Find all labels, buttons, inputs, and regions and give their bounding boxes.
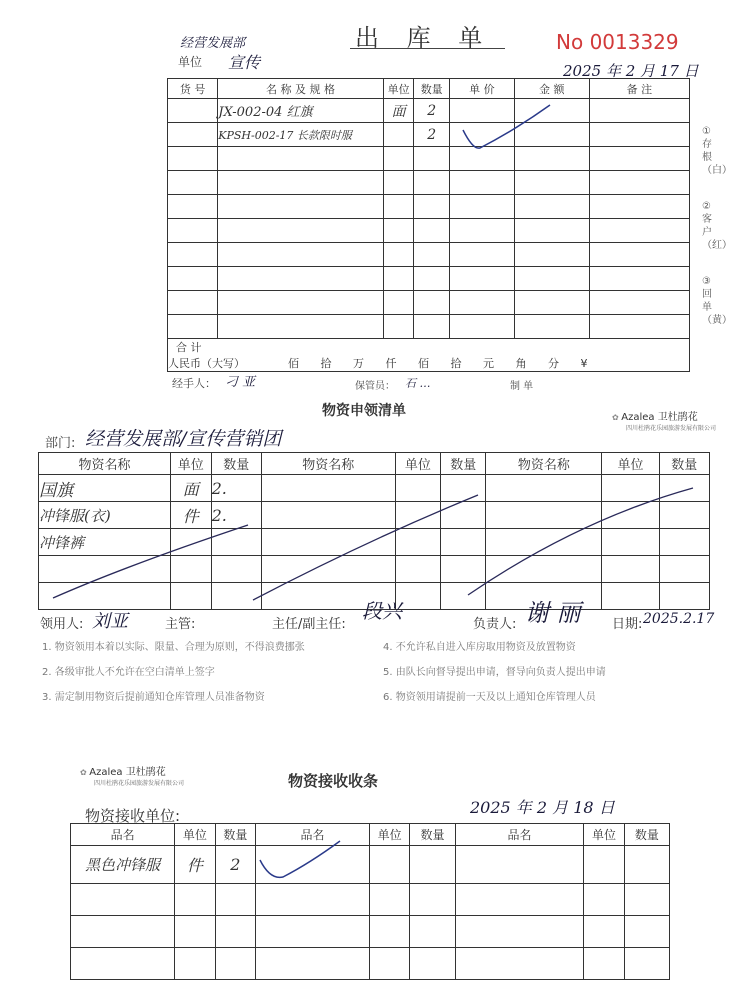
supervisor-label: 主管: [165, 617, 196, 632]
owner-value: 谢 丽 [525, 599, 581, 627]
receipt-table [70, 823, 670, 980]
date-label: 日期: [612, 617, 643, 632]
unit-label: 单位 [178, 55, 203, 69]
col-header: 数量 [215, 824, 255, 846]
tick-mark [455, 100, 555, 160]
col-header: 单位 [584, 824, 624, 846]
row-unit: 面 [383, 99, 414, 123]
row-spec: JX-002-04 红旗 [218, 99, 383, 123]
col-header: 品名 [71, 824, 175, 846]
col-header: 货 号 [168, 79, 218, 99]
col-header: 数量 [414, 79, 450, 99]
owner-label: 负责人: [473, 617, 517, 632]
col-header: 单 价 [449, 79, 514, 99]
note-item: 2. 各级审批人不允许在空白清单上签字 [42, 667, 215, 678]
maker-label: 制 单 [510, 381, 534, 392]
row-qty: 2 [414, 99, 450, 123]
serial-number [556, 30, 679, 54]
unit-handwritten-top: 经营发展部 [180, 36, 246, 51]
date-value: 2025.2.17 [643, 611, 715, 627]
col-header: 单位 [171, 453, 212, 475]
col-header: 品名 [455, 824, 584, 846]
row-name: 黑色冲锋服 [71, 846, 175, 884]
title-underline [350, 48, 505, 49]
handler-value: 刁 亚 [225, 375, 256, 390]
serial-value: 0013329 [589, 30, 679, 54]
flower-icon: ✿ [80, 768, 87, 777]
handler-label: 经手人： [172, 377, 216, 390]
unit-value: 宣传 [228, 53, 261, 72]
outbound-date: 2025 年 2 月 17 日 [563, 62, 699, 80]
col-header: 单位 [602, 453, 659, 475]
requisition-logo [612, 408, 722, 432]
col-header: 名 称 及 规 格 [218, 79, 383, 99]
row-name: 冲锋服(衣) [39, 502, 171, 529]
note-item: 1. 物资领用本着以实际、限量、合理为原则，不得浪费挪张 [42, 642, 305, 653]
dept-value: 经营发展部/宣传营销团 [85, 428, 282, 450]
col-header: 单位 [383, 79, 414, 99]
col-header: 数量 [624, 824, 669, 846]
notes-left [42, 635, 305, 710]
col-header: 备 注 [589, 79, 689, 99]
col-header: 单位 [175, 824, 216, 846]
col-header: 单位 [395, 453, 440, 475]
serial-prefix: No [556, 30, 584, 54]
row-name: 国旗 [39, 475, 171, 502]
note-item: 4. 不允许私自进入库房取用物资及放置物资 [383, 642, 576, 653]
row-unit: 件 [175, 846, 216, 884]
col-header: 金 额 [514, 79, 589, 99]
row-unit: 面 [171, 475, 212, 502]
col-header: 品名 [256, 824, 370, 846]
requisition-title: 物资申领清单 [322, 403, 406, 419]
receipt-date: 2025 年 2 月 18 日 [470, 798, 615, 817]
flower-icon: ✿ [612, 413, 619, 422]
receipt-unit-label: 物资接收单位: [85, 807, 181, 825]
col-header: 数量 [441, 453, 486, 475]
col-header: 物资名称 [39, 453, 171, 475]
keeper-value: 石 … [405, 377, 431, 390]
logo-sub: 四川杜鹃花乐园旅游发展有限公司 [626, 425, 717, 432]
notes-right [383, 635, 606, 710]
logo-brand: Azalea 卫杜鹃花 [89, 767, 166, 778]
director-value: 段兴 [362, 599, 402, 623]
keeper-label: 保管员： [355, 381, 395, 392]
row-unit [383, 123, 414, 147]
total-row [168, 355, 689, 371]
col-header: 物资名称 [486, 453, 602, 475]
outbound-table [167, 78, 690, 372]
col-header: 数量 [659, 453, 709, 475]
receipt-logo [80, 763, 190, 787]
row-qty: 2 [215, 846, 255, 884]
outbound-title: 出 库 单 [355, 24, 493, 52]
total-label-1: 合 计 [176, 341, 202, 354]
copy-1: ①存根（白） [702, 126, 732, 176]
copy-2: ②客户（红） [702, 201, 732, 251]
total-units: 佰 拾 万 仟 佰 拾 元 角 分 ¥ [288, 357, 588, 370]
applicant-value: 刘亚 [92, 611, 128, 632]
receipt-title: 物资接收收条 [288, 772, 379, 790]
row-spec: KPSH-002-17 长款限时服 [218, 123, 383, 147]
director-label: 主任/副主任: [272, 617, 346, 632]
copy-3: ③回单（黄） [702, 276, 732, 326]
row-qty: 2 [414, 123, 450, 147]
row-unit: 件 [171, 502, 212, 529]
col-header: 数量 [211, 453, 261, 475]
strike-lines [38, 470, 710, 610]
note-item: 3. 需定制用物资后提前通知仓库管理人员准备物资 [42, 692, 265, 703]
logo-sub: 四川杜鹃花乐园旅游发展有限公司 [94, 780, 185, 787]
receipt-check [255, 835, 345, 885]
note-item: 6. 物资领用请提前一天及以上通知仓库管理人员 [383, 692, 596, 703]
applicant-label: 领用人: [40, 617, 84, 632]
side-copies [702, 125, 732, 350]
logo-brand: Azalea 卫杜鹃花 [621, 412, 698, 423]
col-header: 物资名称 [261, 453, 395, 475]
note-item: 5. 由队长向督导提出申请，督导向负责人提出申请 [383, 667, 606, 678]
col-header: 单位 [369, 824, 409, 846]
row-name: 冲锋裤 [39, 529, 171, 556]
dept-label: 部门: [45, 436, 76, 451]
row-qty: 2. [211, 475, 261, 502]
row-qty: 2. [211, 502, 261, 529]
col-header: 数量 [410, 824, 455, 846]
total-label-2: 人民币（大写） [168, 357, 245, 370]
